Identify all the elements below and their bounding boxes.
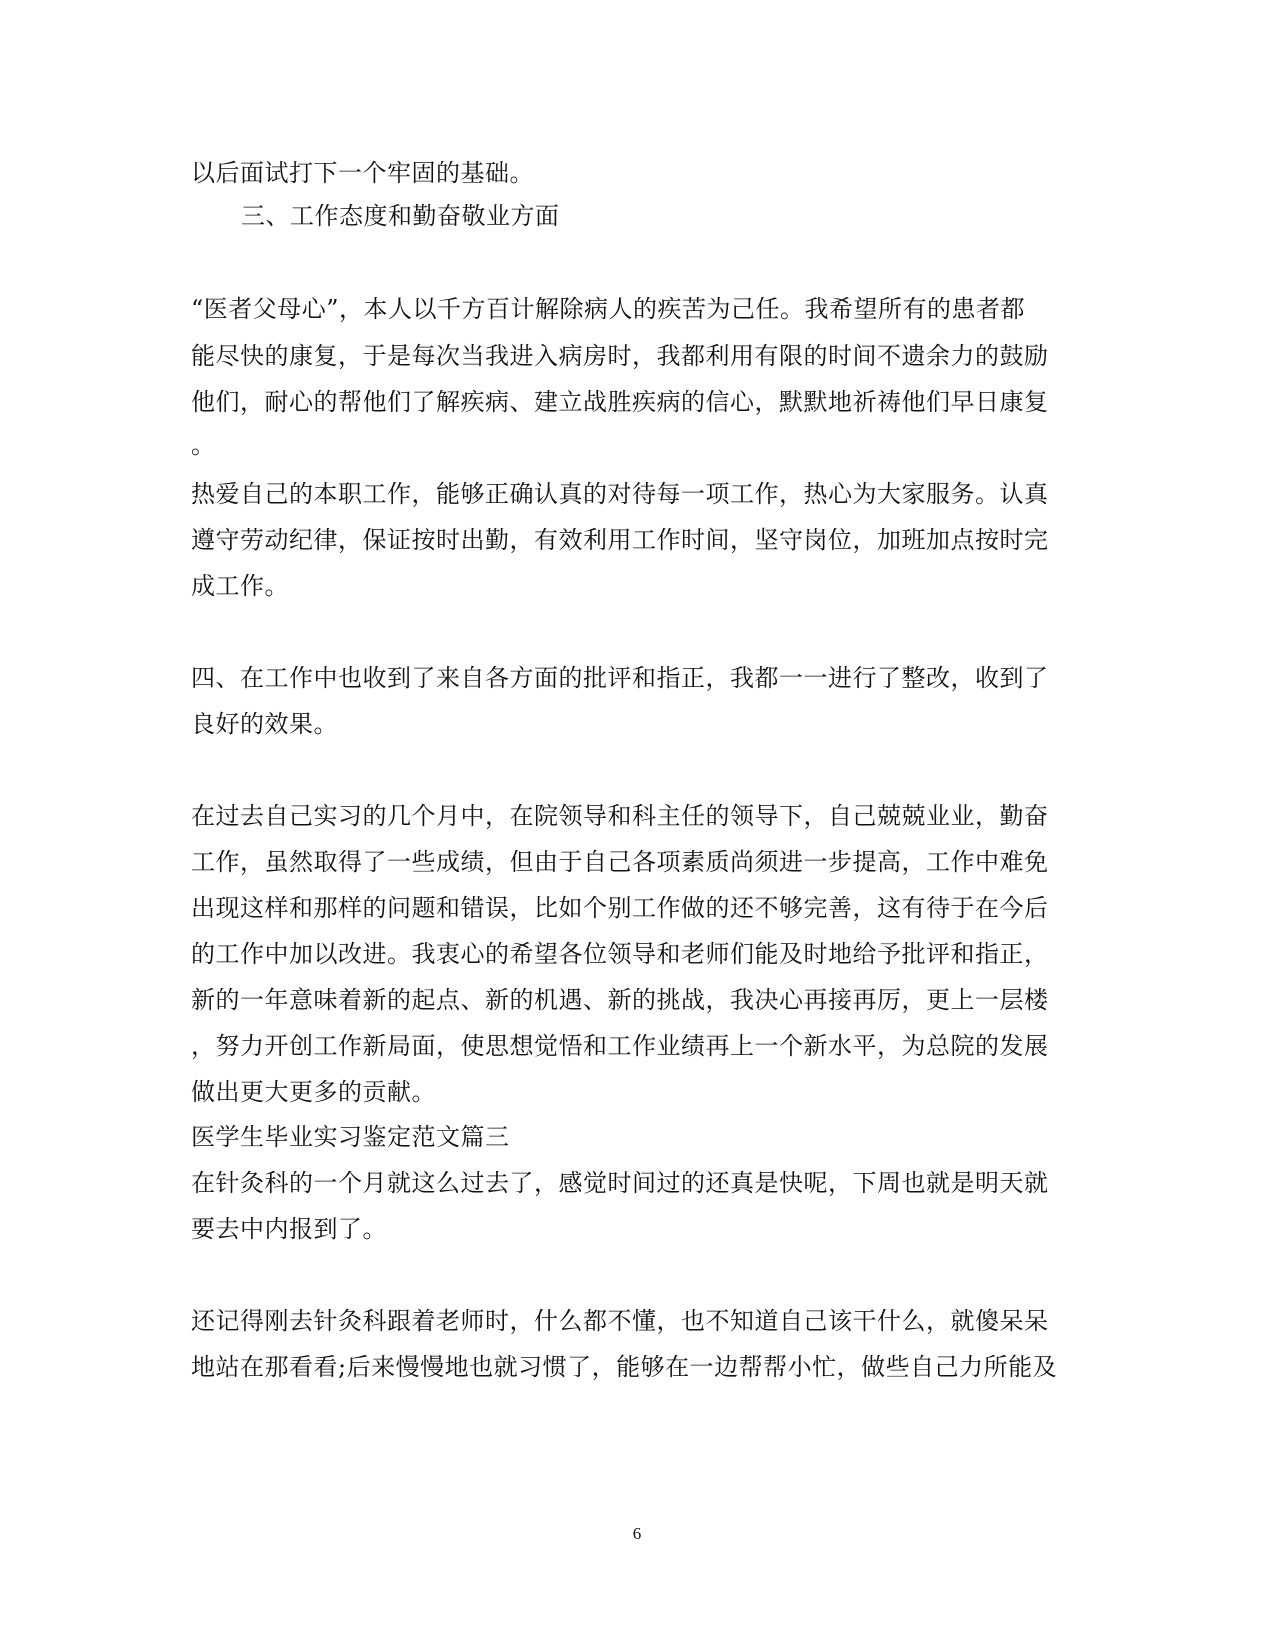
article-title: 医学生毕业实习鉴定范文篇三 [191,1123,510,1151]
text-line: ，努力开创工作新局面，使思想觉悟和工作业绩再上一个新水平，为总院的发展 [191,1032,1049,1060]
text-line: “医者父母心”，本人以千方百计解除病人的疾苦为己任。我希望所有的患者都 [191,295,1026,323]
text-line: 以后面试打下一个牢固的基础。 [191,159,534,187]
text-line: 工作，虽然取得了一些成绩，但由于自己各项素质尚须进一步提高，工作中难免 [191,848,1049,876]
section-heading: 四、在工作中也收到了来自各方面的批评和指正，我都一一进行了整改，收到了 [191,664,1049,692]
text-line: 。 [191,431,216,459]
text-line: 热爱自己的本职工作，能够正确认真的对待每一项工作，热心为大家服务。认真 [191,480,1049,508]
text-line: 的工作中加以改进。我衷心的希望各位领导和老师们能及时地给予批评和指正， [191,940,1049,968]
text-line: 他们，耐心的帮他们了解疾病、建立战胜疾病的信心，默默地祈祷他们早日康复 [191,388,1049,416]
page-number: 6 [632,1524,642,1543]
text-line: 地站在那看看;后来慢慢地也就习惯了，能够在一边帮帮小忙，做些自己力所能及 [191,1353,1058,1381]
text-line: 成工作。 [191,572,289,600]
text-line: 要去中内报到了。 [191,1215,387,1243]
text-line: 还记得刚去针灸科跟着老师时，什么都不懂，也不知道自己该干什么，就傻呆呆 [191,1307,1049,1335]
text-line: 良好的效果。 [191,710,338,738]
text-line: 出现这样和那样的问题和错误，比如个别工作做的还不够完善，这有待于在今后 [191,894,1049,922]
text-line: 在过去自己实习的几个月中，在院领导和科主任的领导下，自己兢兢业业，勤奋 [191,802,1049,830]
text-line: 能尽快的康复，于是每次当我进入病房时，我都利用有限的时间不遗余力的鼓励 [191,342,1049,370]
text-line: 遵守劳动纪律，保证按时出勤，有效利用工作时间，坚守岗位，加班加点按时完 [191,526,1049,554]
text-line: 在针灸科的一个月就这么过去了，感觉时间过的还真是快呢，下周也就是明天就 [191,1169,1049,1197]
text-line: 做出更大更多的贡献。 [191,1078,436,1106]
section-heading: 三、工作态度和勤奋敬业方面 [241,202,560,230]
text-line: 新的一年意味着新的起点、新的机遇、新的挑战，我决心再接再厉，更上一层楼 [191,986,1049,1014]
